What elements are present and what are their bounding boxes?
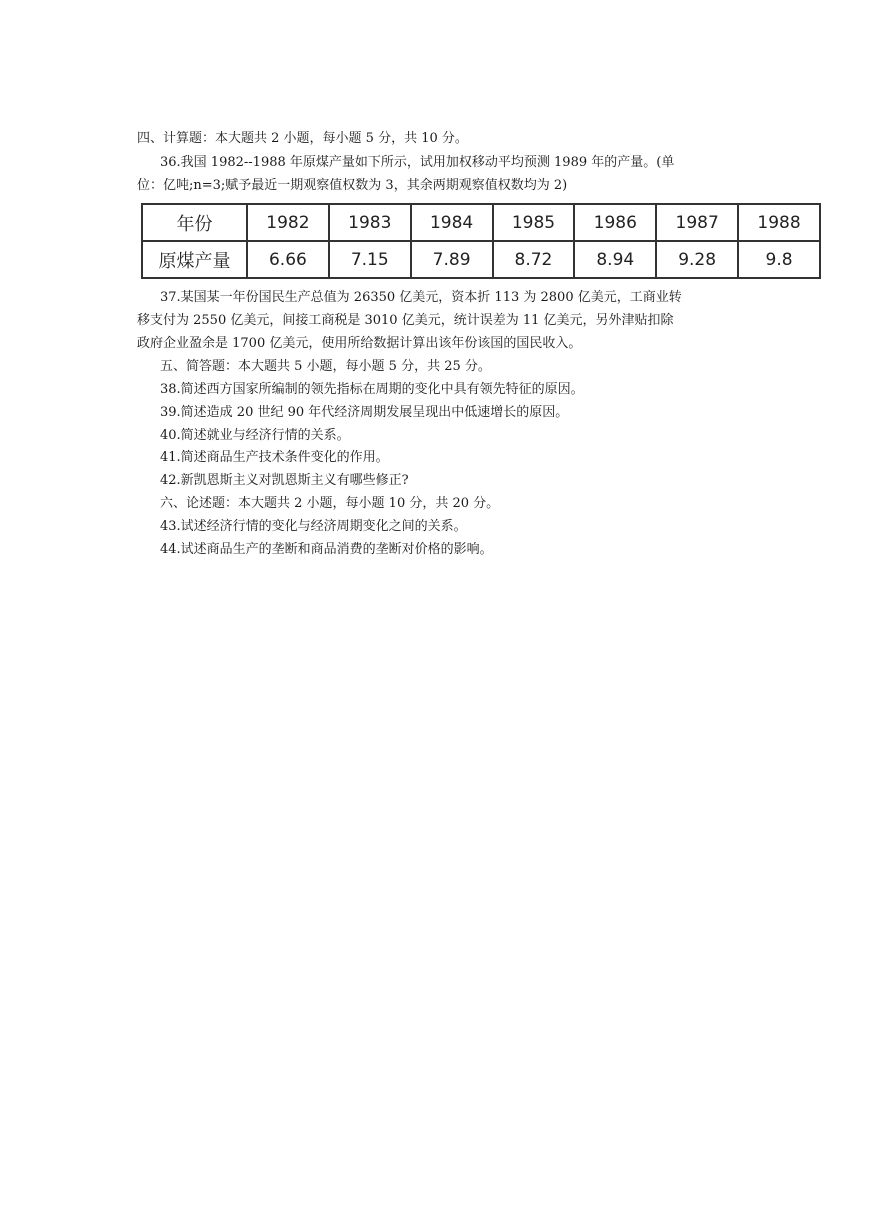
section-6-heading: 六、论述题：本大题共 2 小题，每小题 10 分，共 20 分。: [160, 496, 500, 511]
year-cell: 1984: [411, 204, 493, 241]
output-cell: 6.66: [247, 241, 329, 278]
table-row-output: [142, 241, 820, 278]
year-cell: 1985: [493, 204, 575, 241]
year-cell: 1987: [656, 204, 738, 241]
question-44: 44.试述商品生产的垄断和商品消费的垄断对价格的影响。: [160, 542, 493, 557]
question-36-line-2: 位：亿吨;n=3;赋予最近一期观察值权数为 3，其余两期观察值权数均为 2): [137, 178, 568, 193]
question-37-line-2: 移支付为 2550 亿美元，间接工商税是 3010 亿美元，统计误差为 11 亿美元，另外津贴扣除: [137, 313, 674, 328]
question-43: 43.试述经济行情的变化与经济周期变化之间的关系。: [160, 519, 467, 534]
question-41: 41.简述商品生产技术条件变化的作用。: [160, 450, 389, 465]
question-39: 39.简述造成 20 世纪 90 年代经济周期发展呈现出中低速增长的原因。: [160, 405, 569, 420]
row-label-output: 原煤产量: [142, 241, 247, 278]
table-row-years: [142, 204, 820, 241]
question-38: 38.简述西方国家所编制的领先指标在周期的变化中具有领先特征的原因。: [160, 382, 584, 397]
question-42: 42.新凯恩斯主义对凯恩斯主义有哪些修正?: [160, 473, 409, 488]
question-37-line-1: 37.某国某一年份国民生产总值为 26350 亿美元，资本折 113 为 2800 亿美元，工商业转: [160, 290, 682, 305]
output-cell: 9.8: [738, 241, 820, 278]
row-label-year: 年份: [142, 204, 247, 241]
year-cell: 1983: [329, 204, 411, 241]
section-4-heading: 四、计算题：本大题共 2 小题，每小题 5 分，共 10 分。: [137, 131, 468, 146]
output-cell: 8.72: [493, 241, 575, 278]
question-40: 40.简述就业与经济行情的关系。: [160, 428, 350, 443]
year-cell: 1988: [738, 204, 820, 241]
question-37-line-3: 政府企业盈余是 1700 亿美元，使用所给数据计算出该年份该国的国民收入。: [137, 336, 582, 351]
year-cell: 1982: [247, 204, 329, 241]
output-cell: 8.94: [574, 241, 656, 278]
output-cell: 7.15: [329, 241, 411, 278]
coal-output-table: [141, 203, 821, 279]
year-cell: 1986: [574, 204, 656, 241]
section-5-heading: 五、简答题：本大题共 5 小题，每小题 5 分，共 25 分。: [160, 359, 491, 374]
output-cell: 7.89: [411, 241, 493, 278]
output-cell: 9.28: [656, 241, 738, 278]
question-36-line-1: 36.我国 1982--1988 年原煤产量如下所示，试用加权移动平均预测 1989 年的产量。(单: [160, 155, 675, 170]
